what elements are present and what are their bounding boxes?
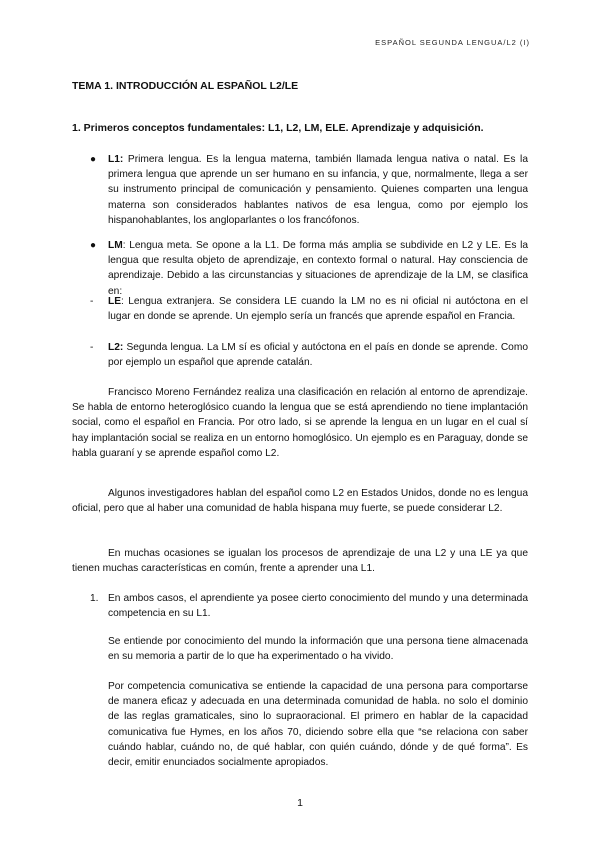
dash-marker: - xyxy=(90,296,94,307)
dash-term: L2: xyxy=(108,342,124,353)
dash-term: LE xyxy=(108,296,122,307)
bullet-item-l1 xyxy=(108,152,528,228)
numbered-subparagraph: Se entiende por conocimiento del mundo la información que una persona tiene almacenada en su memoria a partir de lo que ha experimentado o ha vivido. xyxy=(108,636,528,663)
page-number: 1 xyxy=(297,797,303,809)
page-title: TEMA 1. INTRODUCCIÓN AL ESPAÑOL L2/LE xyxy=(72,80,299,92)
running-header: ESPAÑOL SEGUNDA LENGUA/L2 (I) xyxy=(375,38,530,47)
bullet-text: Primera lengua. Es la lengua materna, también llamada lengua nativa o natal. Es la primera lengua que aprende un ser humano en su infancia, y que, normalmente, llega a ser su instrumento principal de comunicación y pensamiento. Quienes comparten una lengua materna son considerados hablantes nativos de esa lengua, como por ejemplo los hispanohablantes, los angloparlantes o los francófonos. xyxy=(108,154,528,226)
bullet-term: L1: xyxy=(108,154,124,165)
bullet-icon: ● xyxy=(90,240,97,251)
dash-item-l2 xyxy=(108,340,528,370)
bullet-icon: ● xyxy=(90,154,97,165)
dash-text: : Lengua extranjera. Se considera LE cuando la LM no es ni oficial ni autóctona en el lugar en donde se aprende. Un ejemplo sería un francés que aprende español en Francia. xyxy=(108,296,528,323)
numbered-subparagraph: Por competencia comunicativa se entiende la capacidad de una persona para comportarse de manera eficaz y adecuada en una determinada comunidad de habla. no solo el dominio de las reglas gramaticales, sino lo supraoracional. El primero en hablar de la capacidad comunicativa fue Hymes, en los años 70, diciendo sobre ella que “se relaciona con saber cuándo hablar, cuándo no, de qué hablar, con quién cuándo, dónde y de qué forma”. Es decir, emitir enunciados socialmente apropiados. xyxy=(108,681,528,769)
bullet-text: : Lengua meta. Se opone a la L1. De forma más amplia se subdivide en L2 y LE. Es la lengua que resulta objeto de aprendizaje, en contexto formal o natural. Hay consciencia de aprendizaje. Debido a las circunstancias y situaciones de aprendizaje de la LM, se clasifica en: xyxy=(108,240,528,297)
dash-text: Segunda lengua. La LM sí es oficial y autóctona en el país en donde se aprende. Como por ejemplo un español que aprende catalán. xyxy=(108,342,528,369)
body-paragraph: En muchas ocasiones se igualan los procesos de aprendizaje de una L2 y una LE ya que tienen muchas características en común, frente a aprender una L1. xyxy=(72,548,528,575)
numbered-item: En ambos casos, el aprendiente ya posee cierto conocimiento del mundo y una determinada competencia en su L1. xyxy=(108,593,528,620)
bullet-item-lm xyxy=(108,238,528,299)
dash-item-le xyxy=(108,294,528,324)
body-paragraph: Algunos investigadores hablan del español como L2 en Estados Unidos, donde no es lengua oficial, pero que al haber una comunidad de habla hispana muy fuerte, se puede considerar L2. xyxy=(72,488,528,515)
bullet-term: LM xyxy=(108,240,123,251)
dash-marker: - xyxy=(90,342,94,353)
section-heading: 1. Primeros conceptos fundamentales: L1, L2, LM, ELE. Aprendizaje y adquisición. xyxy=(72,122,484,134)
body-paragraph: Francisco Moreno Fernández realiza una clasificación en relación al entorno de aprendizaje. Se habla de entorno heteroglósico cuando la lengua que se está aprendiendo no tiene implantación social, como el español en Francia. Por otro lado, si se aprende la lengua en un lugar en el cual sí hay implantación social se realiza en un entorno homoglósico. Un ejemplo es en Paraguay, donde se habla guaraní y se aprende español como L2. xyxy=(72,387,528,459)
list-number: 1. xyxy=(90,593,99,604)
